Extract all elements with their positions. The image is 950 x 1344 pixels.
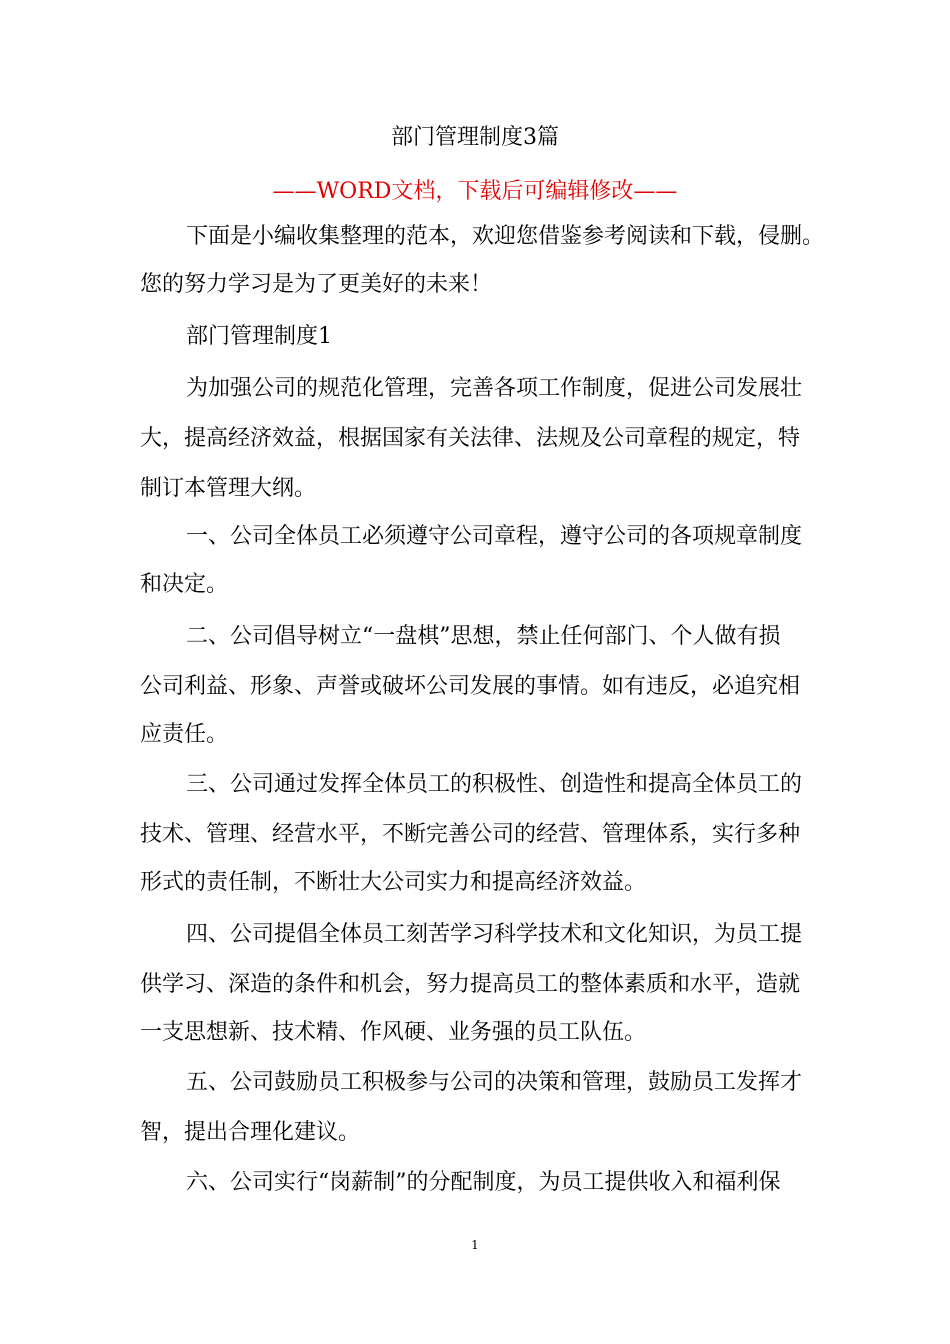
section-heading: 部门管理制度1: [186, 324, 332, 349]
paragraph-line: 制订本管理大纲。: [140, 476, 317, 501]
paragraph-line: 下面是小编收集整理的范本，欢迎您借鉴参考阅读和下载，侵删。: [186, 224, 825, 249]
paragraph-line: 一支思想新、技术精、作风硬、业务强的员工队伍。: [140, 1020, 647, 1045]
paragraph-line: 为加强公司的规范化管理，完善各项工作制度，促进公司发展壮: [186, 376, 803, 401]
page-number: 1: [471, 1238, 479, 1252]
paragraph-line: 形式的责任制，不断壮大公司实力和提高经济效益。: [140, 870, 647, 895]
paragraph-line: 供学习、深造的条件和机会，努力提高员工的整体素质和水平，造就: [140, 972, 801, 997]
paragraph-line: 一、公司全体员工必须遵守公司章程，遵守公司的各项规章制度: [186, 524, 803, 549]
document-subtitle: ——WORD文档，下载后可编辑修改——: [272, 179, 678, 204]
paragraph-line: 大，提高经济效益，根据国家有关法律、法规及公司章程的规定，特: [140, 426, 801, 451]
document-title: 部门管理制度3篇: [391, 125, 559, 150]
paragraph-line: 五、公司鼓励员工积极参与公司的决策和管理，鼓励员工发挥才: [186, 1070, 803, 1095]
paragraph-line: 您的努力学习是为了更美好的未来！: [140, 272, 493, 297]
paragraph-line: 三、公司通过发挥全体员工的积极性、创造性和提高全体员工的: [186, 772, 803, 797]
paragraph-line: 四、公司提倡全体员工刻苦学习科学技术和文化知识，为员工提: [186, 922, 803, 947]
paragraph-line: 应责任。: [140, 722, 229, 747]
paragraph-line: 和决定。: [140, 572, 229, 597]
paragraph-line: 技术、管理、经营水平，不断完善公司的经营、管理体系，实行多种: [140, 822, 801, 847]
paragraph-line: 智，提出合理化建议。: [140, 1120, 361, 1145]
paragraph-line: 六、公司实行“岗薪制”的分配制度，为员工提供收入和福利保: [186, 1170, 781, 1195]
paragraph-line: 二、公司倡导树立“一盘棋”思想，禁止任何部门、个人做有损: [186, 624, 781, 649]
paragraph-line: 公司利益、形象、声誉或破坏公司发展的事情。如有违反，必追究相: [140, 674, 801, 699]
